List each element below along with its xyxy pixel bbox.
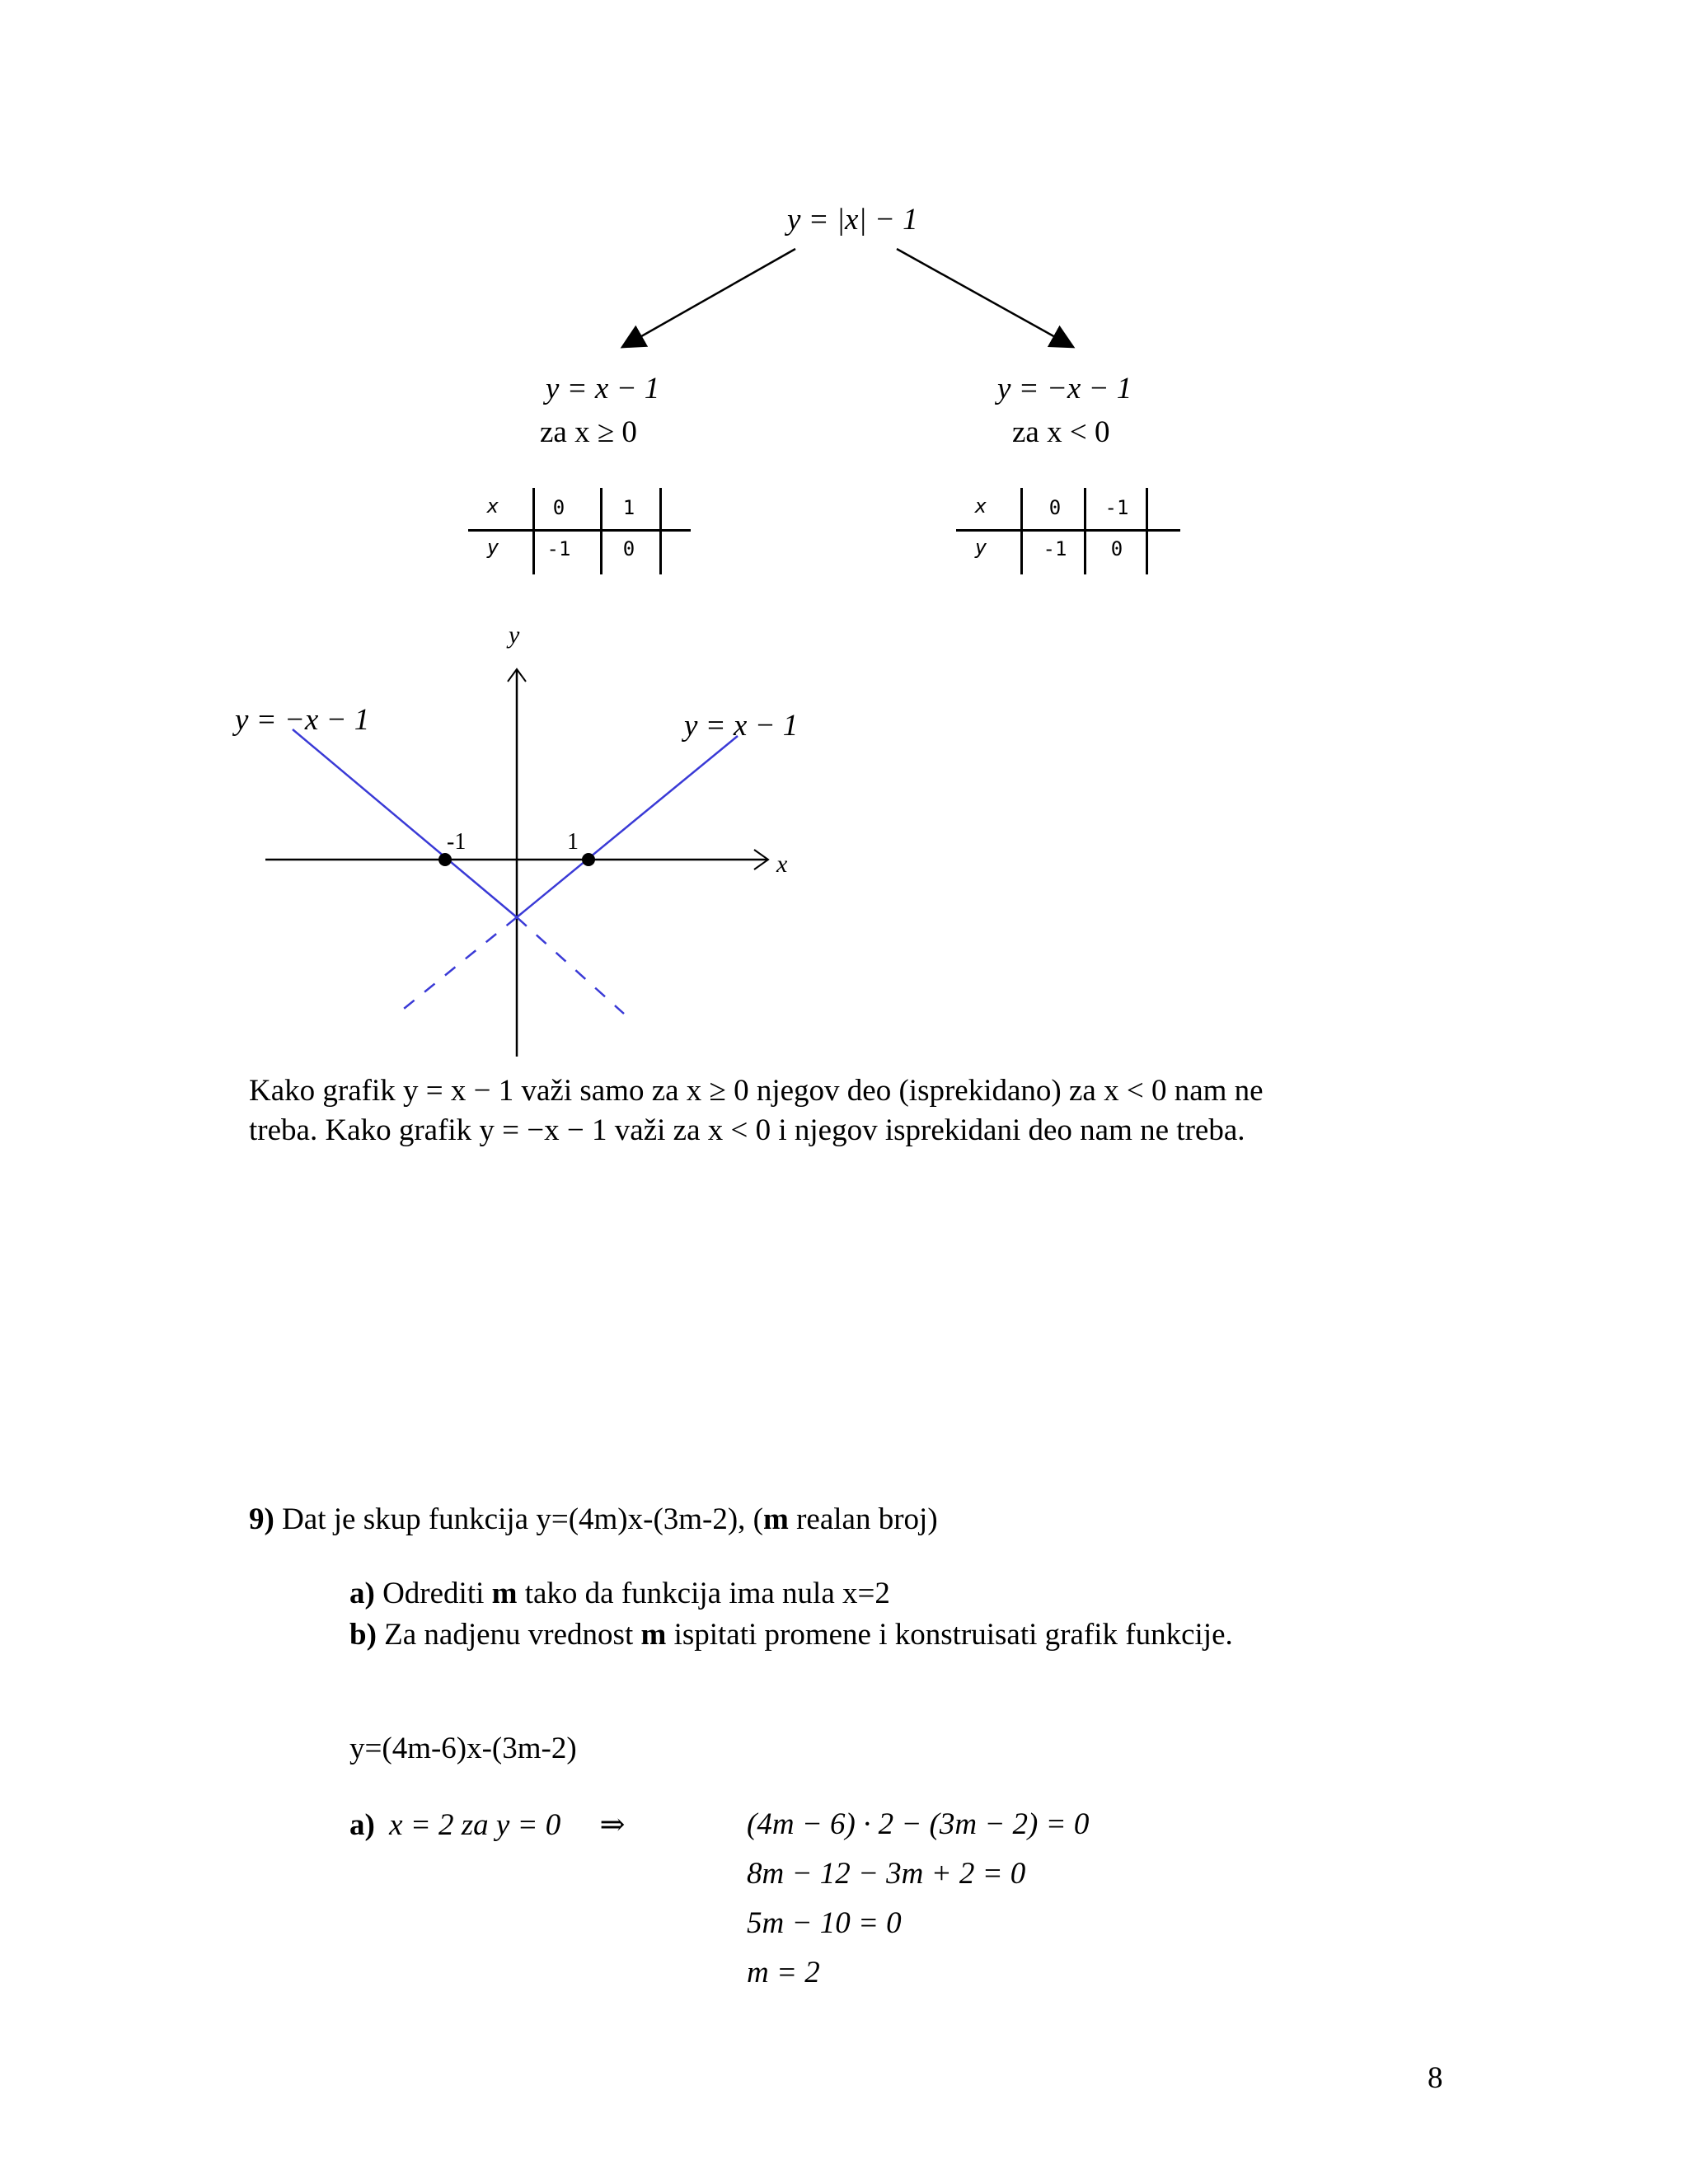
problem-statement <box>249 1502 938 1537</box>
problem-text: Dat je skup funkcija y=(4m)x-(3m-2), ( <box>274 1502 764 1536</box>
part-a-text-2: tako da funkcija ima nula x=2 <box>517 1577 890 1610</box>
table-y-label: y <box>486 536 499 559</box>
solution-condition <box>349 1807 626 1843</box>
table-cell: 0 <box>1048 496 1062 519</box>
table-x-label: x <box>486 494 499 518</box>
function-formula: y=(4m-6)x-(3m-2) <box>349 1732 577 1765</box>
solution-step: (4m − 6) · 2 − (3m − 2) = 0 <box>747 1807 1090 1841</box>
tick-pos-label: 1 <box>567 829 579 855</box>
table-cell: 0 <box>622 537 635 560</box>
page-number: 8 <box>1428 2061 1443 2095</box>
solution-cond: x = 2 za y = 0 <box>389 1808 561 1842</box>
solution-step: m = 2 <box>747 1956 820 1990</box>
right-branch-condition: za x < 0 <box>1012 415 1110 449</box>
solution-step: 8m − 12 − 3m + 2 = 0 <box>747 1857 1026 1891</box>
explanation-line-2: treba. Kako grafik y = −x − 1 važi za x < 0 i njegov isprekidani deo nam ne treba. <box>249 1113 1245 1147</box>
table-x-label: x <box>974 494 987 518</box>
line-right-solid <box>517 736 738 917</box>
graph <box>0 0 1688 1071</box>
line-right-dashed <box>396 917 517 1015</box>
x-axis-label: x <box>776 851 788 878</box>
m-bold: m <box>763 1502 789 1536</box>
m-bold: m <box>491 1577 518 1610</box>
part-b <box>349 1617 1233 1652</box>
line-left-dashed <box>517 917 624 1014</box>
top-formula: y = |x| − 1 <box>787 203 918 237</box>
problem-number: 9) <box>249 1502 274 1536</box>
m-bold: m <box>640 1618 667 1652</box>
table-cell: -1 <box>1043 537 1067 560</box>
solution-step: 5m − 10 = 0 <box>747 1906 902 1940</box>
table-cell: 0 <box>552 496 565 519</box>
explanation-line-1: Kako grafik y = x − 1 važi samo za x ≥ 0 njegov deo (isprekidano) za x < 0 nam ne <box>249 1074 1264 1108</box>
point-neg-one <box>438 853 452 866</box>
implies-symbol: ⇒ <box>599 1808 626 1842</box>
part-b-text-1: Za nadjenu vrednost <box>376 1618 641 1652</box>
tick-neg-label: -1 <box>447 829 467 855</box>
part-b-label: b) <box>349 1618 377 1652</box>
table-cell: 1 <box>622 496 635 519</box>
part-a-text-1: Odrediti <box>374 1577 492 1610</box>
part-a <box>349 1576 890 1611</box>
part-a-label: a) <box>349 1577 375 1610</box>
solution-label: a) <box>349 1808 375 1842</box>
table-cell: -1 <box>1104 496 1129 519</box>
point-one <box>582 853 595 866</box>
left-branch-condition: za x ≥ 0 <box>540 415 637 449</box>
table-cell: 0 <box>1110 537 1123 560</box>
right-branch-formula: y = −x − 1 <box>997 372 1132 405</box>
part-b-text-2: ispitati promene i konstruisati grafik funkcije. <box>666 1618 1233 1652</box>
graph-label-right: y = x − 1 <box>684 709 799 743</box>
table-y-label: y <box>974 536 987 559</box>
y-axis-label: y <box>509 621 520 649</box>
graph-label-left: y = −x − 1 <box>235 703 370 737</box>
table-cell: -1 <box>546 537 571 560</box>
line-left-solid <box>293 729 517 917</box>
problem-text-end: realan broj) <box>788 1502 938 1536</box>
left-branch-formula: y = x − 1 <box>546 372 660 405</box>
